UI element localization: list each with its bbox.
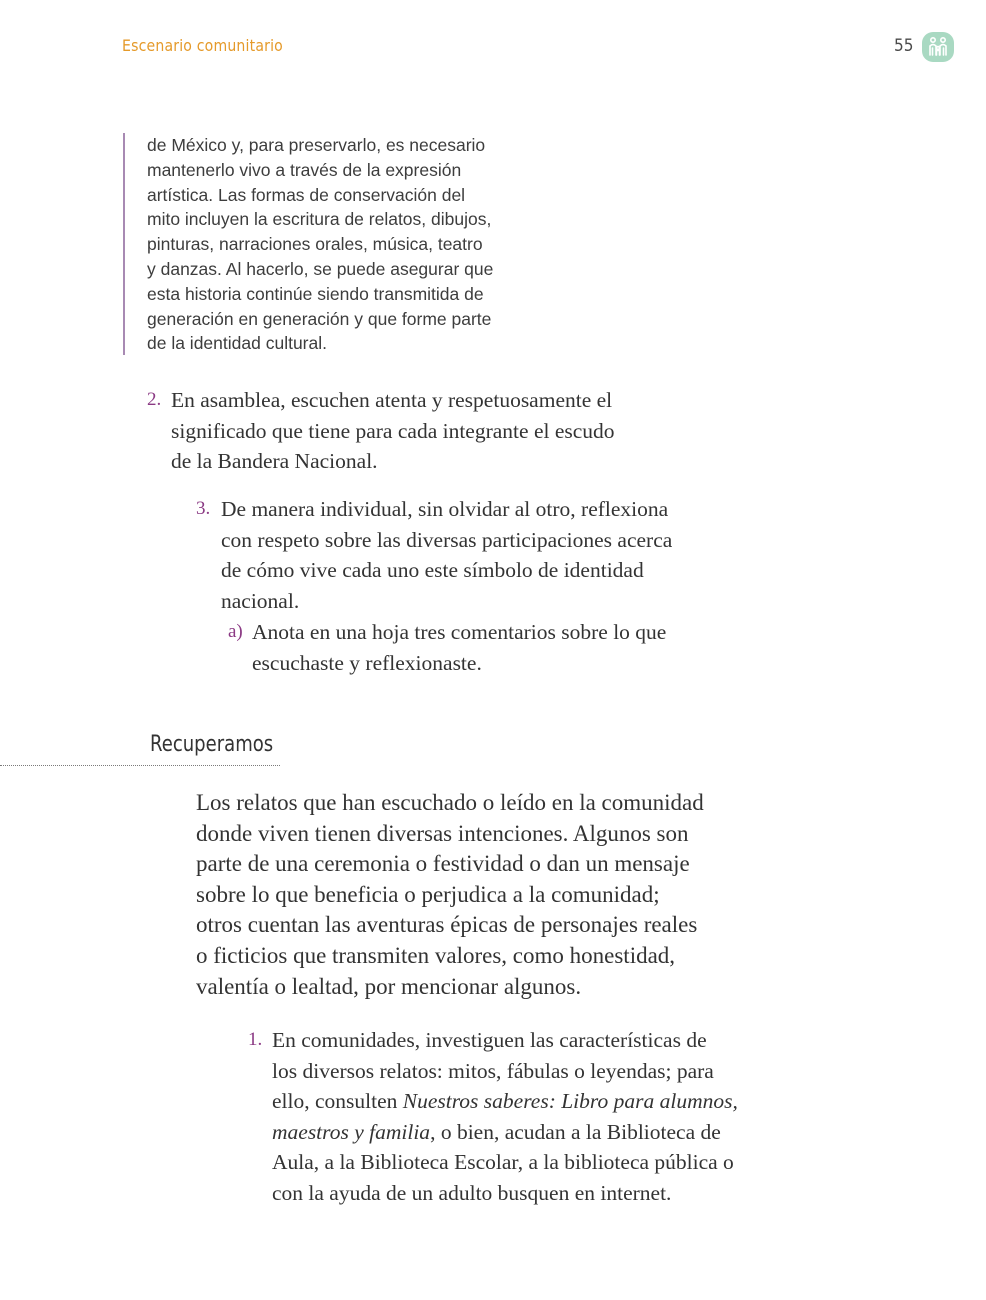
item-line: de la Bandera Nacional. [171, 449, 378, 474]
item-line: los diversos relatos: mitos, fábulas o leyendas; para [272, 1058, 714, 1083]
sidebar-line: mito incluyen la escritura de relatos, dibujos, [147, 209, 492, 230]
item-marker: 3. [196, 498, 211, 519]
sidebar-line: mantenerlo vivo a través de la expresión [147, 159, 462, 180]
item-line: con la ayuda de un adulto busquen en internet. [272, 1180, 672, 1205]
paragraph-line: parte de una ceremonia o festividad o dan un mensaje [196, 851, 690, 877]
item-line: significado que tiene para cada integrante el escudo [171, 418, 615, 443]
section-title: Escenario comunitario [122, 36, 283, 55]
heading-divider [0, 765, 280, 766]
item-marker: a) [228, 621, 243, 642]
sidebar-line: de México y, para preservarlo, es necesario [147, 135, 486, 155]
paragraph-line: donde viven tienen diversas intenciones. Algunos son [196, 820, 689, 846]
paragraph-line: Los relatos que han escuchado o leído en la comunidad [196, 790, 704, 815]
item-marker: 1. [248, 1029, 263, 1050]
item-line: con respeto sobre las diversas participaciones acerca [221, 527, 673, 552]
paragraph-line: valentía o lealtad, por mencionar algunos. [196, 973, 582, 999]
item-line: nacional. [221, 588, 300, 613]
item-marker: 2. [147, 389, 162, 410]
sidebar-line: artística. Las formas de conservación del [147, 184, 466, 205]
item-text: , o bien, acudan a la Biblioteca de [430, 1119, 721, 1144]
paragraph-line: sobre lo que beneficia o perjudica a la comunidad; [196, 881, 660, 907]
sidebar-line: y danzas. Al hacerlo, se puede asegurar que [147, 258, 494, 279]
activity-item-2 [147, 385, 615, 477]
sidebar-note [123, 133, 547, 355]
item-line: escuchaste y reflexionaste. [252, 650, 482, 675]
item-line: Aula, a la Biblioteca Escolar, a la biblioteca pública o [272, 1150, 734, 1175]
recuperamos-item-1 [248, 1025, 738, 1209]
sidebar-line: generación en generación y que forme parte [147, 308, 492, 329]
activity-item-3 [196, 494, 672, 616]
item-line: Anota en una hoja tres comentarios sobre lo que [252, 620, 667, 644]
page-number: 55 [894, 36, 914, 56]
paragraph-line: otros cuentan las aventuras épicas de personajes reales [196, 912, 698, 938]
book-title: maestros y familia [272, 1119, 431, 1144]
book-title: Nuestros saberes: Libro para alumnos, [402, 1089, 738, 1114]
sidebar-line: de la identidad cultural. [147, 333, 327, 354]
section-heading: Recuperamos [150, 732, 274, 757]
sidebar-line: pinturas, narraciones orales, música, teatro [147, 234, 483, 255]
people-group-icon [922, 32, 954, 62]
activity-item-3a [228, 617, 666, 678]
item-text: ello, consulten [272, 1089, 403, 1114]
paragraph-line: o ficticios que transmiten valores, como honestidad, [196, 942, 676, 968]
item-line: De manera individual, sin olvidar al otro, reflexiona [221, 497, 669, 521]
item-line [272, 1086, 738, 1117]
item-line: En comunidades, investiguen las características de [272, 1028, 707, 1052]
item-line [272, 1117, 738, 1148]
sidebar-line: esta historia continúe siendo transmitida de [147, 283, 484, 304]
item-line: de cómo vive cada uno este símbolo de identidad [221, 558, 644, 583]
item-line: En asamblea, escuchen atenta y respetuosamente el [171, 388, 613, 412]
body-paragraph [196, 788, 704, 1002]
